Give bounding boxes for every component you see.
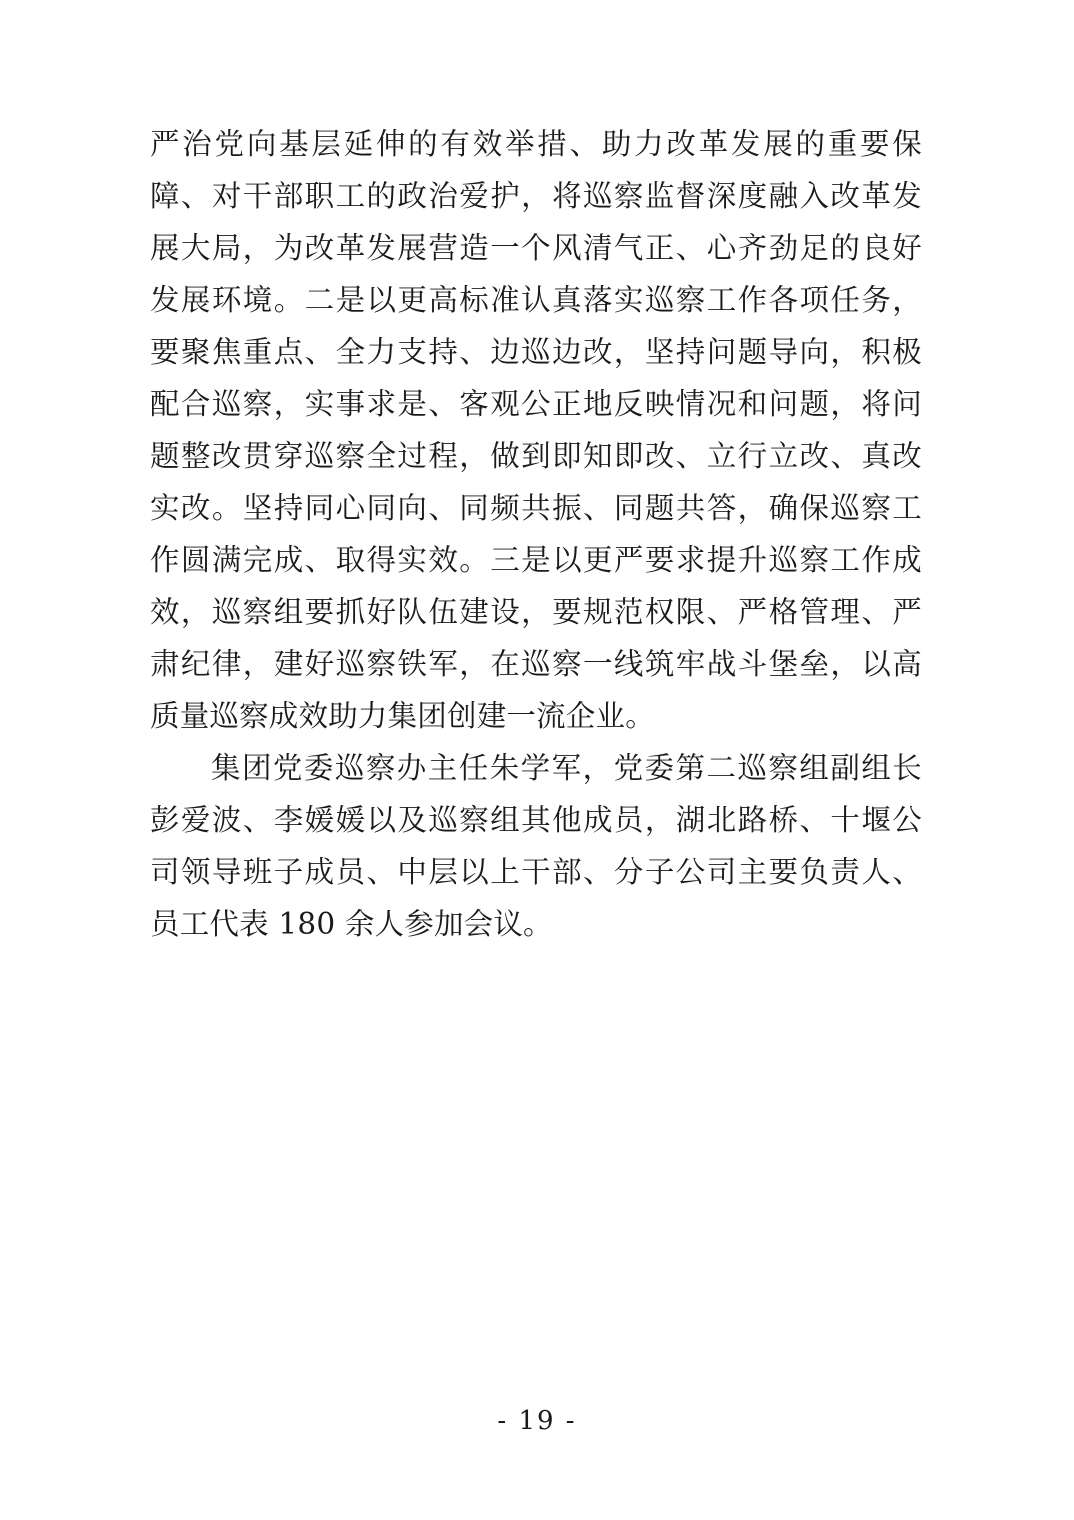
page-number: - 19 - <box>497 1406 577 1436</box>
paragraph-attendees: 集团党委巡察办主任朱学军，党委第二巡察组副组长彭爱波、李媛媛以及巡察组其他成员，湖北路桥、十堰公司领导班子成员、中层以上干部、分子公司主要负责人、员工代表 180 余人参加会议。 <box>150 751 922 941</box>
page-body <box>150 118 922 950</box>
paragraph-continuation: 严治党向基层延伸的有效举措、助力改革发展的重要保障、对干部职工的政治爱护，将巡察监督深度融入改革发展大局，为改革发展营造一个风清气正、心齐劲足的良好发展环境。二是以更高标准认真落实巡察工作各项任务，要聚焦重点、全力支持、边巡边改，坚持问题导向，积极配合巡察，实事求是、客观公正地反映情况和问题，将问题整改贯穿巡察全过程，做到即知即改、立行立改、真改实改。坚持同心同向、同频共振、同题共答，确保巡察工作圆满完成、取得实效。三是以更严要求提升巡察工作成效，巡察组要抓好队伍建设，要规范权限、严格管理、严肃纪律，建好巡察铁军，在巡察一线筑牢战斗堡垒，以高质量巡察成效助力集团创建一流企业。 <box>150 127 922 733</box>
